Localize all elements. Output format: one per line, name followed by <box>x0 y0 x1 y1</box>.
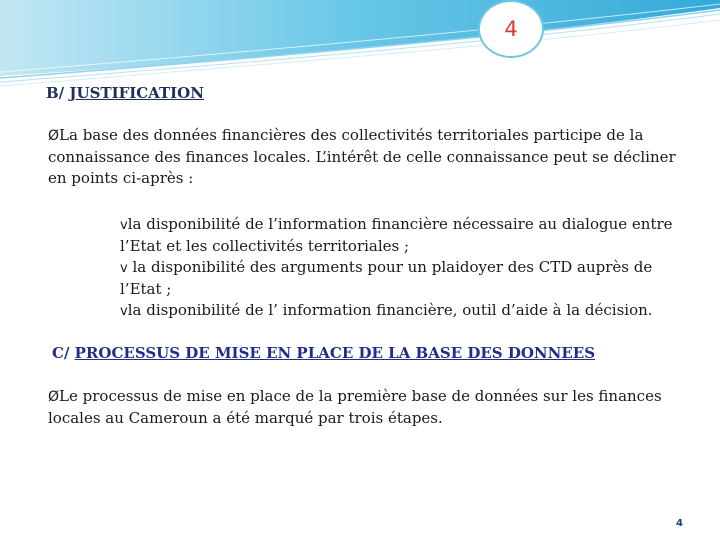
list-item <box>120 300 680 322</box>
list-item <box>120 257 680 300</box>
slide-number-badge <box>478 0 544 58</box>
section-c-prefix: C/ <box>52 344 75 362</box>
list-item-text: la disponibilité de l’ information financière, outil d’aide à la décision. <box>127 301 653 319</box>
diamond-bullet-icon: v <box>120 304 128 319</box>
header-wave-decoration <box>0 0 720 90</box>
section-c-heading <box>52 344 595 362</box>
section-c-title: PROCESSUS DE MISE EN PLACE DE LA BASE DES DONNEES <box>74 344 596 362</box>
justification-text: La base des données financières des collectivités territoriales participe de la connaissance des finances locales. L’intérêt de celle connaissance peut se décliner en points ci-après : <box>48 126 676 187</box>
section-b-title: JUSTIFICATION <box>69 84 204 102</box>
section-b-prefix: B/ <box>46 84 70 102</box>
list-item-text: la disponibilité des arguments pour un plaidoyer des CTD auprès de l’Etat ; <box>120 258 653 298</box>
justification-paragraph <box>48 125 688 189</box>
processus-paragraph <box>48 386 698 429</box>
processus-text: Le processus de mise en place de la première base de données sur les finances locales au Cameroun a été marqué par trois étapes. <box>48 387 662 427</box>
diamond-bullet-icon: v <box>120 261 128 276</box>
diamond-bullet-icon: v <box>120 218 128 233</box>
section-b-heading <box>46 84 204 102</box>
slide-number-text: 4 <box>504 17 518 41</box>
arrow-bullet-icon: Ø <box>48 128 60 144</box>
justification-sub-list <box>120 214 680 322</box>
arrow-bullet-icon: Ø <box>48 389 60 405</box>
list-item <box>120 214 680 257</box>
footer-page-number: 4 <box>676 518 683 529</box>
list-item-text: la disponibilité de l’information financière nécessaire au dialogue entre l’Etat et les collectivités territoriales ; <box>120 215 673 255</box>
